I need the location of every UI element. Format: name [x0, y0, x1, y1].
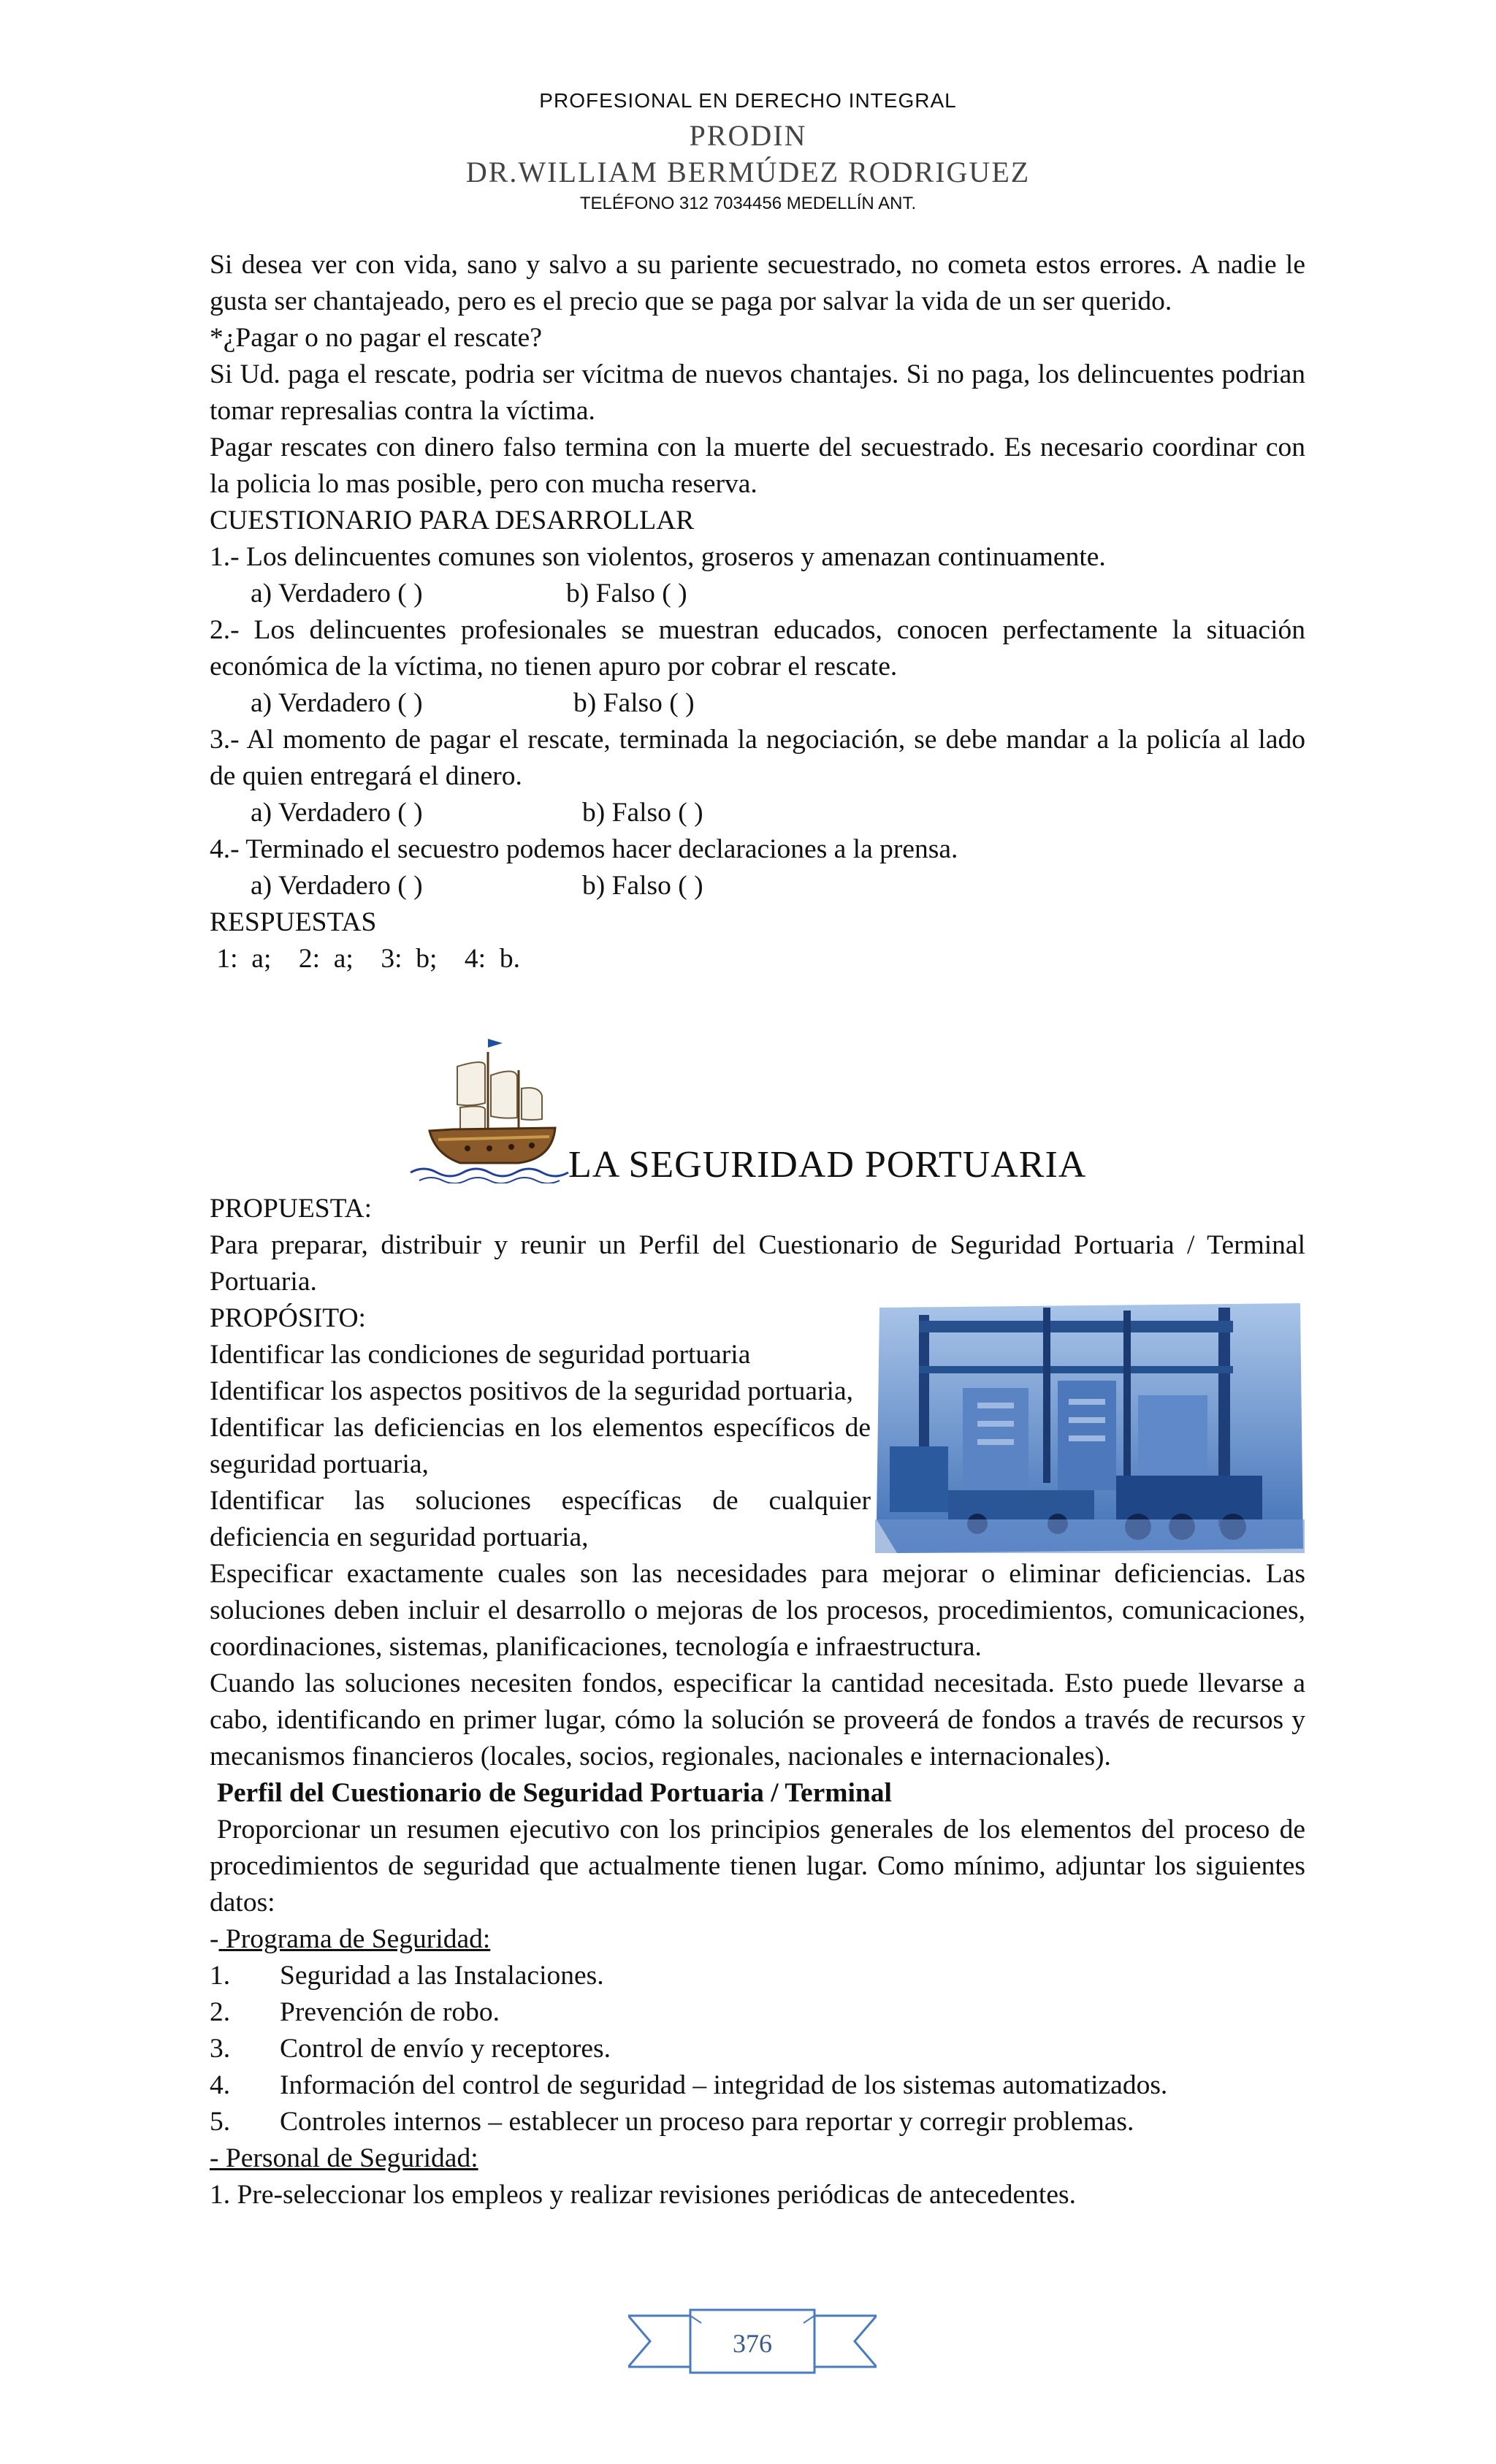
list-item: [210, 1958, 1305, 1994]
list-number: 4.: [210, 2070, 231, 2100]
header-author: DR.WILLIAM BERMÚDEZ RODRIGUEZ: [465, 156, 1031, 188]
list-number: 5.: [210, 2107, 231, 2137]
intro-paragraph-3: Pagar rescates con dinero falso termina con la muerte del secuestrado. Es necesario coordinar con la policia lo mas posible, pero con mucha reserva.: [210, 432, 1305, 499]
option-false: b) Falso ( ): [566, 579, 687, 609]
option-false: b) Falso ( ): [582, 798, 703, 828]
intro-paragraph-1: Si desea ver con vida, sano y salvo a su pariente secuestrado, no cometa estos errores. A nadie le gusta ser chantajeado, pero es el precio que se paga por salvar la vida de un ser querido.: [210, 250, 1305, 316]
option-true: a) Verdadero ( ): [251, 688, 423, 718]
personal-item: 1. Pre-seleccionar los empleos y realizar revisiones periódicas de antecedentes.: [210, 2180, 1076, 2210]
intro-question: *¿Pagar o no pagar el rescate?: [210, 323, 542, 353]
needs-paragraph: Especificar exactamente cuales son las necesidades para mejorar o eliminar deficiencias. Las soluciones deben incluir el desarrollo o mejoras de los procesos, procedimientos, comunicaciones, coordinaciones, sistemas, planificaciones, tecnología e infraestructura.: [210, 1559, 1305, 1662]
list-number: 2.: [210, 1997, 231, 2027]
option-true: a) Verdadero ( ): [251, 579, 423, 609]
personal-heading: - Personal de Seguridad:: [210, 2143, 478, 2173]
questionnaire-title: CUESTIONARIO PARA DESARROLLAR: [210, 506, 695, 535]
question-4: 4.- Terminado el secuestro podemos hacer declaraciones a la prensa.: [210, 834, 958, 864]
option-false: b) Falso ( ): [573, 688, 695, 718]
program-dash: -: [210, 1924, 219, 1954]
program-label: Programa de Seguridad:: [218, 1924, 491, 1954]
list-item: [210, 2031, 1305, 2067]
purpose-item: Identificar las deficiencias en los elementos específicos de seguridad portuaria,: [210, 1413, 871, 1479]
purpose-item: Identificar las condiciones de seguridad portuaria: [210, 1340, 751, 1370]
question-2: 2.- Los delincuentes profesionales se muestran educados, conocen perfectamente la situación económica de la víctima, no tienen apuro por cobrar el rescate.: [210, 615, 1305, 682]
question-1: 1.- Los delincuentes comunes son violentos, groseros y amenazan continuamente.: [210, 542, 1106, 572]
purpose-item: Identificar los aspectos positivos de la seguridad portuaria,: [210, 1376, 853, 1406]
list-item: [210, 2104, 1305, 2140]
intro-block: [210, 247, 1305, 977]
list-text: Seguridad a las Instalaciones.: [280, 1961, 604, 1991]
list-item: [210, 2067, 1305, 2104]
question-1-options: [210, 576, 1305, 612]
list-number: 3.: [210, 2034, 231, 2064]
question-3: 3.- Al momento de pagar el rescate, terminada la negociación, se debe mandar a la policía al lado de quien entregará el dinero.: [210, 725, 1305, 791]
header-firm-line: PROFESIONAL EN DERECHO INTEGRAL: [539, 89, 957, 112]
question-2-options: [210, 685, 1305, 722]
ship-illustration: [409, 1037, 570, 1183]
list-text: Prevención de robo.: [280, 1997, 500, 2027]
list-text: Información del control de seguridad – integridad de los sistemas automatizados.: [280, 2070, 1168, 2100]
profile-title: Perfil del Cuestionario de Seguridad Portuaria / Terminal: [217, 1778, 892, 1808]
intro-paragraph-2: Si Ud. paga el rescate, podria ser vícitma de nuevos chantajes. Si no paga, los delincuentes podrian tomar represalias contra la víctima.: [210, 359, 1305, 426]
funding-paragraph: Cuando las soluciones necesiten fondos, especificar la cantidad necesitada. Esto puede llevarse a cabo, identificando en primer lugar, cómo la solución se proveerá de fondos a través de recursos y mecanismos financieros (locales, socios, regionales, nacionales e internacionales).: [210, 1668, 1305, 1771]
option-true: a) Verdadero ( ): [251, 871, 423, 901]
list-item: [210, 1994, 1305, 2031]
purpose-item: Identificar las soluciones específicas de cualquier deficiencia en seguridad portuaria,: [210, 1486, 871, 1552]
list-text: Controles internos – establecer un proceso para reportar y corregir problemas.: [280, 2107, 1134, 2137]
port-terminal-photo: [875, 1300, 1305, 1557]
page-number: 376: [733, 2329, 772, 2358]
list-text: Control de envío y receptores.: [280, 2034, 611, 2064]
header-acronym: PRODIN: [689, 119, 807, 152]
program-heading: [210, 1921, 1305, 1958]
question-3-options: [210, 795, 1305, 831]
question-4-options: [210, 868, 1305, 904]
header-phone: TELÉFONO 312 7034456 MEDELLÍN ANT.: [579, 194, 917, 213]
purpose-label: PROPÓSITO:: [210, 1303, 366, 1333]
proposal-text: Para preparar, distribuir y reunir un Perfil del Cuestionario de Seguridad Portuaria / Terminal Portuaria.: [210, 1230, 1305, 1297]
answers-title: RESPUESTAS: [210, 907, 377, 937]
option-true: a) Verdadero ( ): [251, 798, 423, 828]
section-title: LA SEGURIDAD PORTUARIA: [568, 1144, 1087, 1186]
option-false: b) Falso ( ): [582, 871, 703, 901]
profile-intro: Proporcionar un resumen ejecutivo con los principios generales de los elementos del proceso de procedimientos de seguridad que actualmente tienen lugar. Como mínimo, adjuntar los siguientes datos:: [210, 1815, 1305, 1918]
list-number: 1.: [210, 1961, 231, 1991]
proposal-label: PROPUESTA:: [210, 1194, 373, 1224]
answers-line: 1: a; 2: a; 3: b; 4: b.: [210, 944, 520, 974]
